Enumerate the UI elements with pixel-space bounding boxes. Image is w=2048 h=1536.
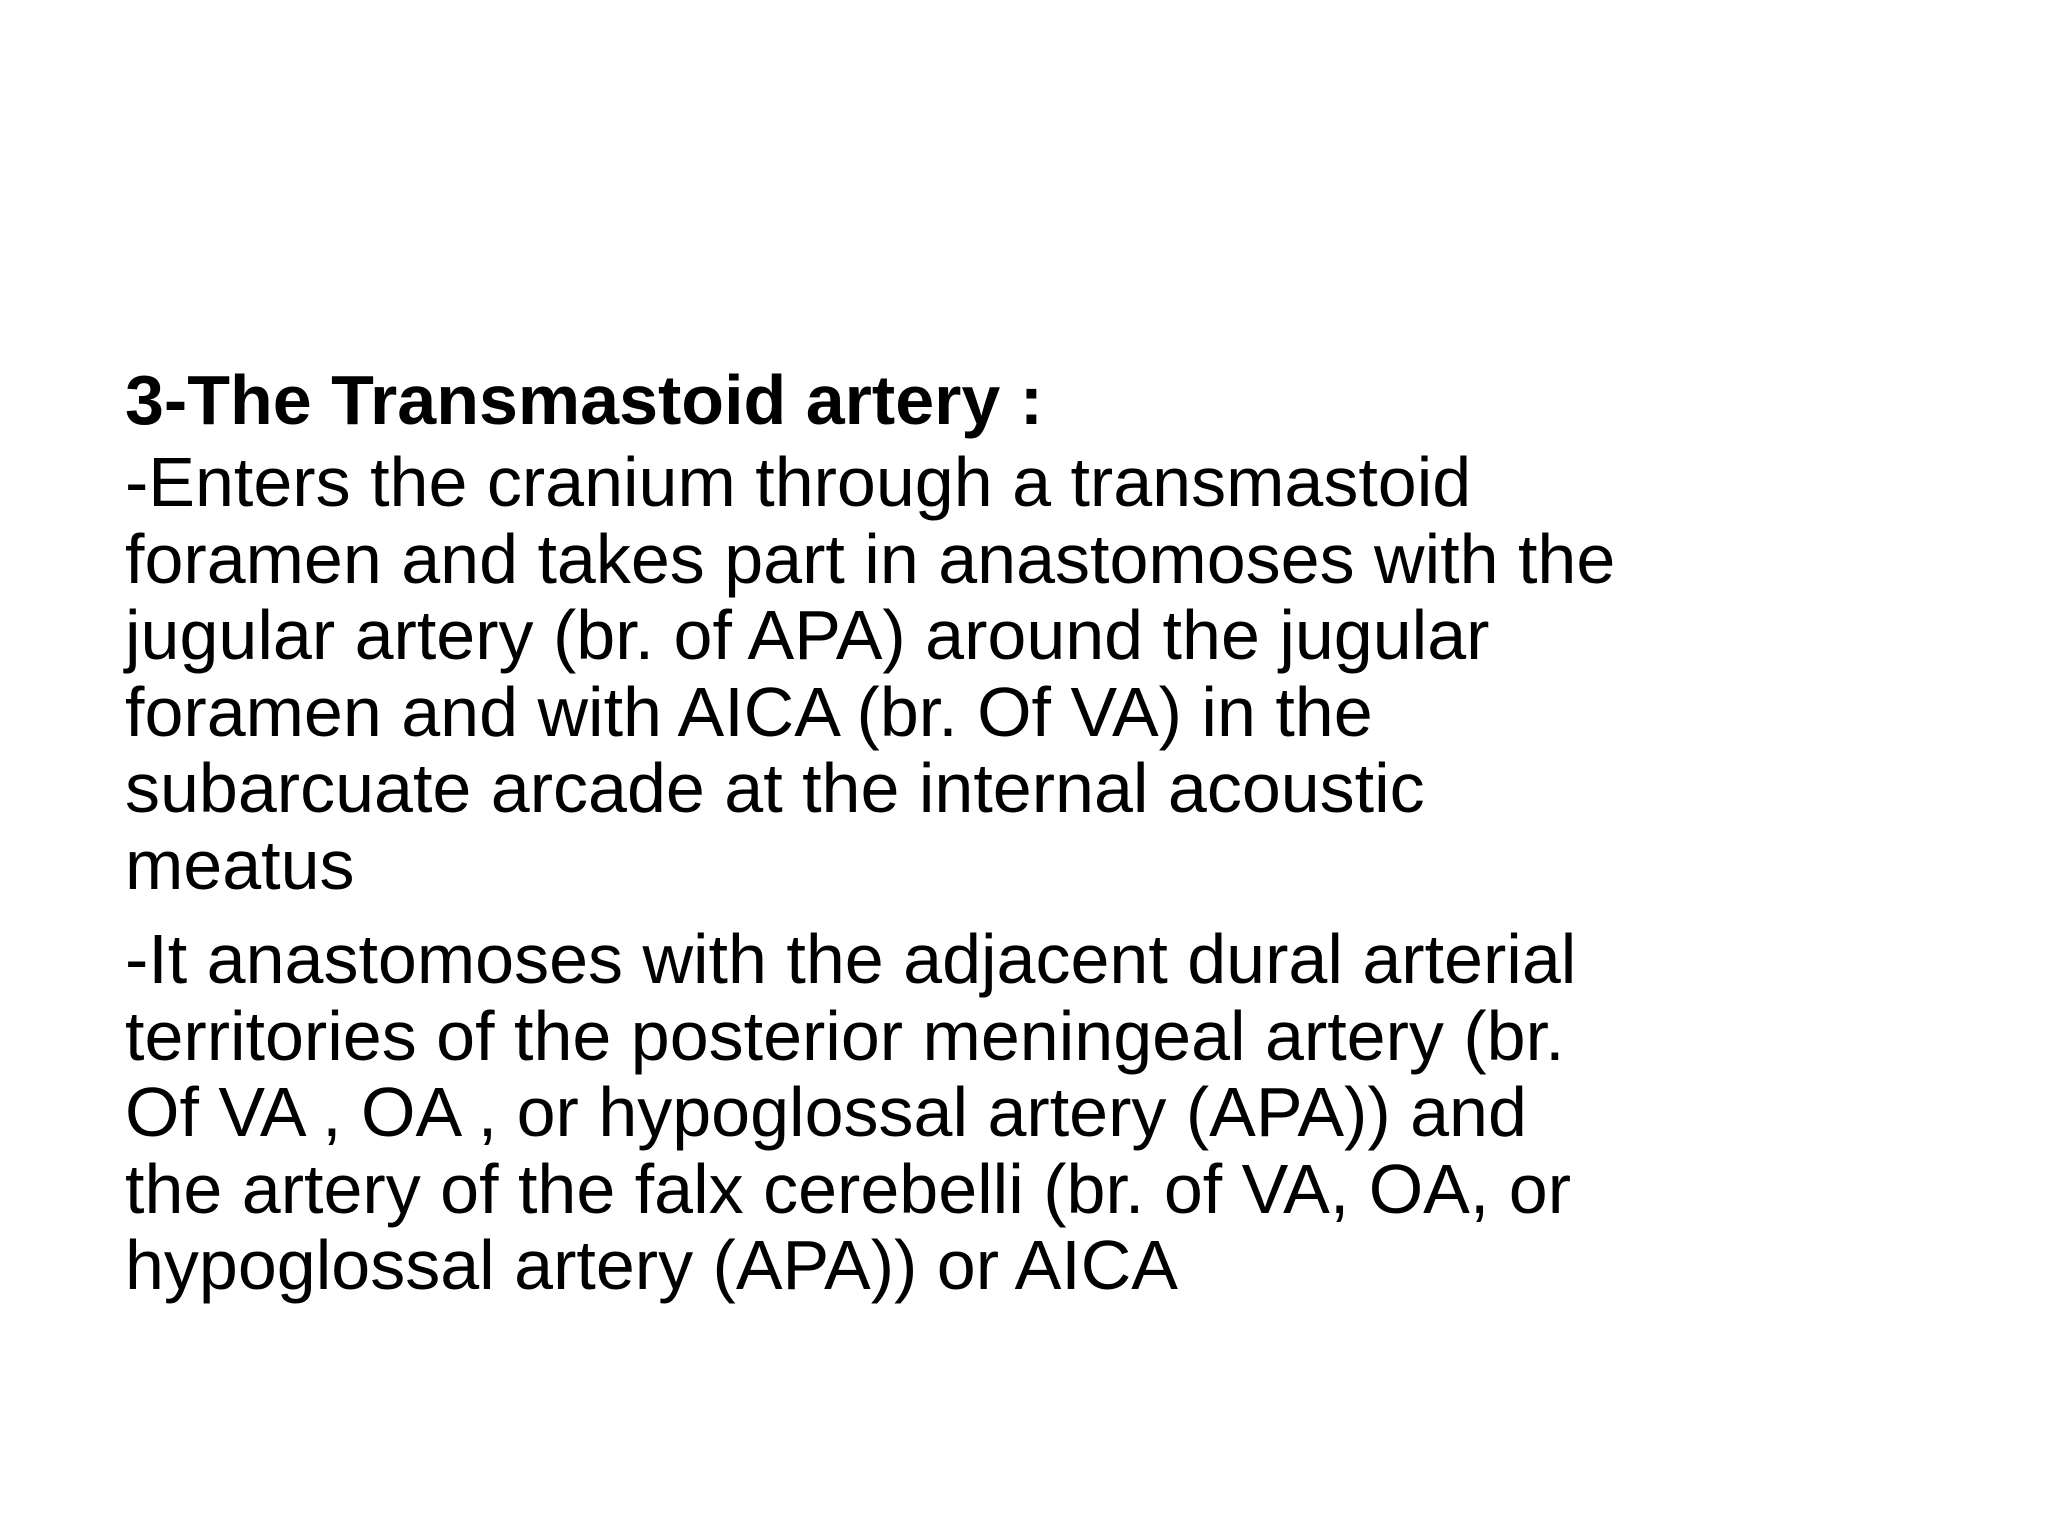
bullet-2-line-2: territories of the posterior meningeal artery (br. bbox=[125, 996, 1565, 1075]
bullet-1-line-1: -Enters the cranium through a transmastoid bbox=[125, 443, 1472, 521]
bullet-2-line-1: -It anastomoses with the adjacent dural arterial bbox=[125, 920, 1577, 998]
bullet-1-line-5: subarcuate arcade at the internal acoustic bbox=[125, 749, 1425, 827]
bullet-2-line-5: hypoglossal artery (APA)) or AICA bbox=[125, 1226, 1178, 1304]
bullet-point-2 bbox=[125, 921, 1985, 1304]
bullet-1-line-6: meatus bbox=[125, 825, 355, 904]
bullet-2-line-4: the artery of the falx cerebelli (br. of VA, OA, or bbox=[125, 1149, 1572, 1228]
bullet-1-line-3: jugular artery (br. of APA) around the jugular bbox=[125, 596, 1490, 674]
bullet-1-line-2: foramen and takes part in anastomoses with the bbox=[125, 519, 1616, 598]
slide-heading: 3-The Transmastoid artery : bbox=[125, 361, 1044, 439]
bullet-1-line-4: foramen and with AICA (br. Of VA) in the bbox=[125, 672, 1373, 751]
bullet-2-line-3: Of VA , OA , or hypoglossal artery (APA)) and bbox=[125, 1073, 1527, 1151]
bullet-point-1 bbox=[125, 444, 1985, 903]
slide-body bbox=[125, 362, 1985, 1304]
